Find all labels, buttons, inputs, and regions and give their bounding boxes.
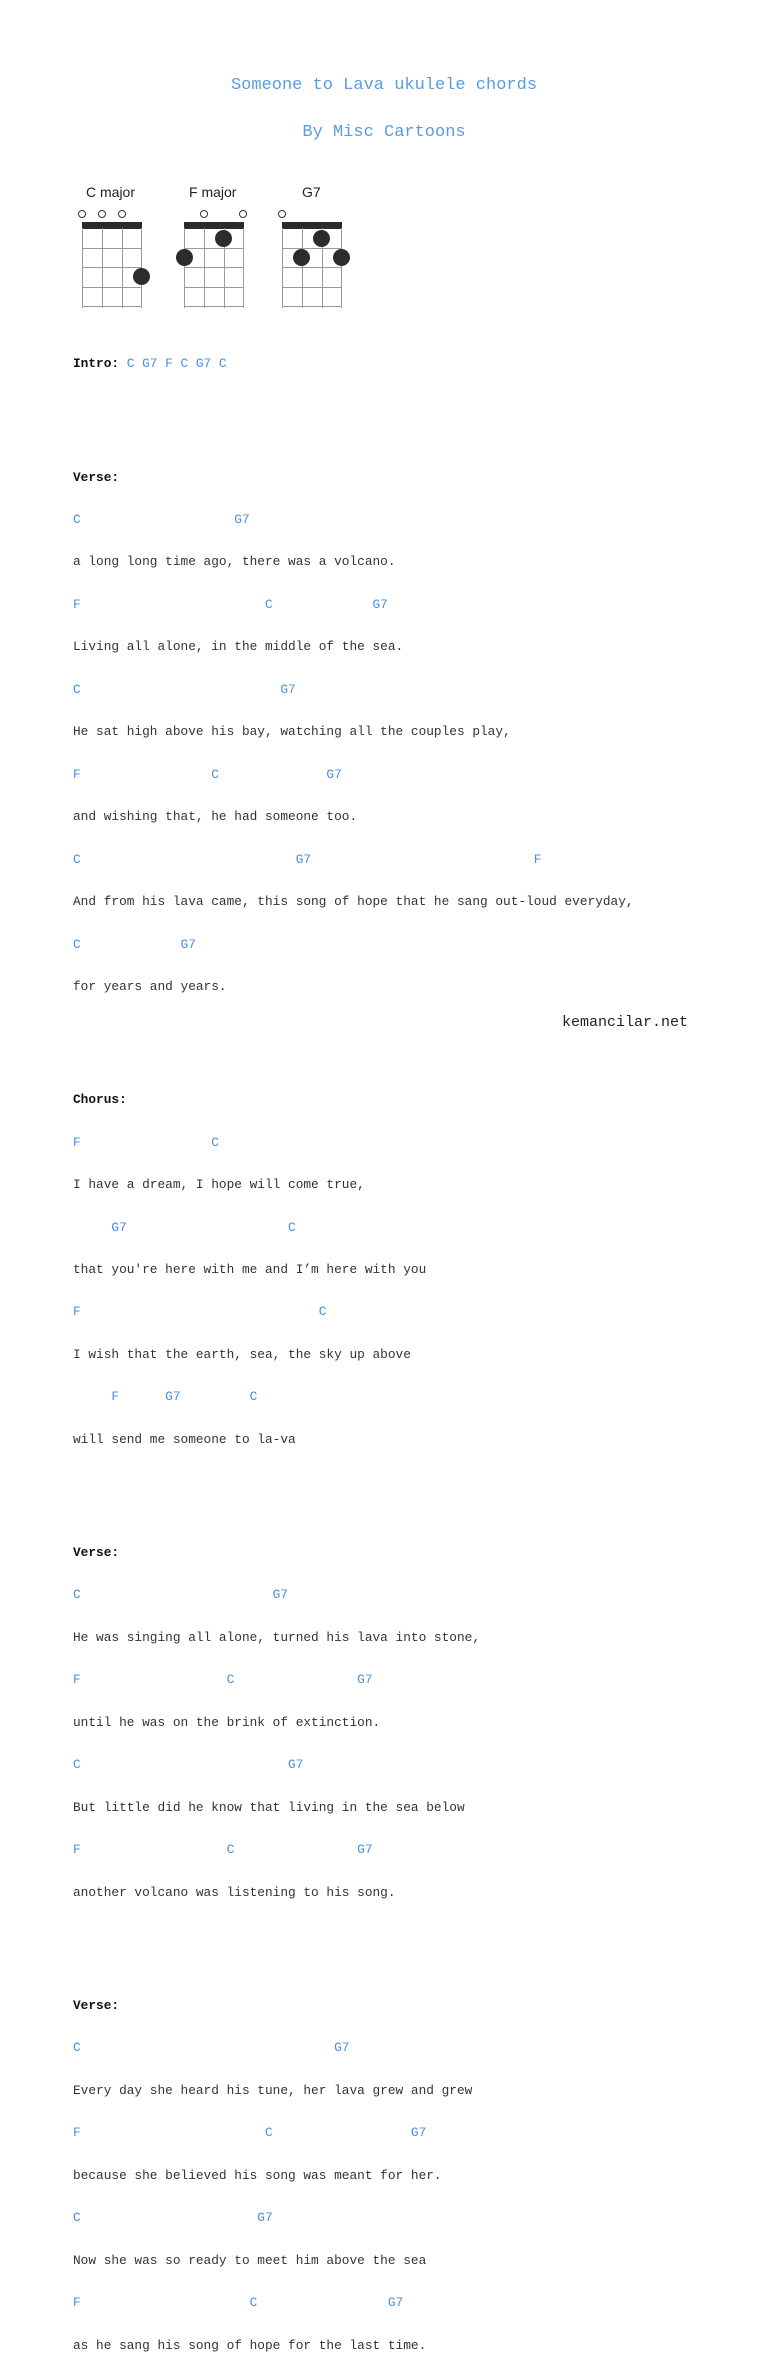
- fret-line: [282, 306, 342, 307]
- chord-line: C G7: [73, 681, 296, 697]
- chord-line: C G7: [73, 2040, 350, 2056]
- fret-line: [184, 287, 244, 288]
- finger-dot: [176, 249, 193, 266]
- chord-diagram-name: F major: [189, 184, 237, 200]
- lyric-line: Living all alone, in the middle of the sea.: [73, 639, 404, 655]
- open-string-icon: [239, 210, 247, 218]
- section-label: Verse:: [73, 1997, 120, 2013]
- finger-dot: [133, 268, 150, 285]
- chord-line: F G7 C: [73, 1389, 258, 1405]
- finger-dot: [293, 249, 310, 266]
- fret-line: [184, 306, 244, 307]
- string-line: [204, 228, 205, 308]
- chord-line: C G7: [73, 2210, 273, 2226]
- chord-line: F C: [73, 1134, 219, 1150]
- fret-line: [282, 248, 342, 249]
- intro-line: [73, 357, 634, 371]
- lyric-line: and wishing that, he had someone too.: [73, 809, 358, 825]
- open-string-icon: [98, 210, 106, 218]
- nut: [82, 222, 142, 229]
- open-string-icon: [278, 210, 286, 218]
- chord-line: G7 C: [73, 1219, 296, 1235]
- lyric-line: because she believed his song was meant for her.: [73, 2167, 442, 2183]
- fret-line: [282, 287, 342, 288]
- string-line: [102, 228, 103, 308]
- section-label: Verse:: [73, 469, 120, 485]
- lyric-line: He sat high above his bay, watching all the couples play,: [73, 724, 511, 740]
- chord-line: C G7: [73, 511, 250, 527]
- chord-line: F C G7: [73, 596, 388, 612]
- lyric-line: I have a dream, I hope will come true,: [73, 1177, 365, 1193]
- chord-line: F C G7: [73, 766, 342, 782]
- chord-line: C G7: [73, 1757, 304, 1773]
- section-label: Chorus:: [73, 1092, 127, 1108]
- fret-line: [82, 306, 142, 307]
- chord-line: C G7 F: [73, 851, 542, 867]
- lyric-line: another volcano was listening to his song.: [73, 1884, 396, 1900]
- chord-diagram-name: C major: [86, 184, 136, 200]
- chord-line: F C G7: [73, 2125, 427, 2141]
- nut: [282, 222, 342, 229]
- lyric-line: I wish that the earth, sea, the sky up above: [73, 1346, 411, 1362]
- string-line: [82, 228, 83, 308]
- string-line: [282, 228, 283, 308]
- nut: [184, 222, 244, 229]
- lyric-line: He was singing all alone, turned his lava into stone,: [73, 1629, 481, 1645]
- open-string-icon: [200, 210, 208, 218]
- section-label: Verse:: [73, 1545, 120, 1561]
- string-line: [184, 228, 185, 308]
- intro-label: Intro:: [73, 356, 120, 372]
- string-line: [122, 228, 123, 308]
- lyric-line: will send me someone to la-va: [73, 1431, 296, 1447]
- chord-diagram-name: G7: [302, 184, 321, 200]
- finger-dot: [215, 230, 232, 247]
- fret-line: [184, 267, 244, 268]
- open-string-icon: [78, 210, 86, 218]
- lyric-line: Every day she heard his tune, her lava grew and grew: [73, 2082, 473, 2098]
- fret-line: [82, 267, 142, 268]
- lyric-line: But little did he know that living in the sea below: [73, 1799, 465, 1815]
- song-sheet: [73, 329, 634, 2367]
- fret-line: [282, 267, 342, 268]
- open-string-icon: [118, 210, 126, 218]
- finger-dot: [313, 230, 330, 247]
- intro-chords: C G7 F C G7 C: [126, 356, 227, 372]
- chord-line: F C: [73, 1304, 327, 1320]
- lyric-line: that you're here with me and I’m here with you: [73, 1262, 427, 1277]
- chord-line: F C G7: [73, 2295, 404, 2311]
- fret-line: [82, 287, 142, 288]
- chord-line: F C G7: [73, 1842, 373, 1858]
- site-watermark: kemancilar.net: [562, 1014, 689, 1031]
- chord-line: C G7: [73, 1587, 289, 1603]
- fret-line: [184, 248, 244, 249]
- lyric-line: until he was on the brink of extinction.: [73, 1714, 381, 1730]
- lyric-line: Now she was so ready to meet him above the sea: [73, 2252, 427, 2268]
- song-title: Someone to Lava ukulele chords: [230, 76, 538, 95]
- chord-line: F C G7: [73, 1672, 373, 1688]
- string-line: [341, 228, 342, 308]
- string-line: [243, 228, 244, 308]
- finger-dot: [333, 249, 350, 266]
- string-line: [302, 228, 303, 308]
- lyric-line: as he sang his song of hope for the last time.: [73, 2337, 427, 2353]
- chord-line: C G7: [73, 936, 196, 952]
- lyric-line: for years and years.: [73, 978, 227, 994]
- fret-line: [82, 248, 142, 249]
- lyric-line: And from his lava came, this song of hope that he sang out-loud everyday,: [73, 894, 634, 910]
- lyric-line: a long long time ago, there was a volcano.: [73, 554, 396, 570]
- song-artist: By Misc Cartoons: [302, 123, 466, 142]
